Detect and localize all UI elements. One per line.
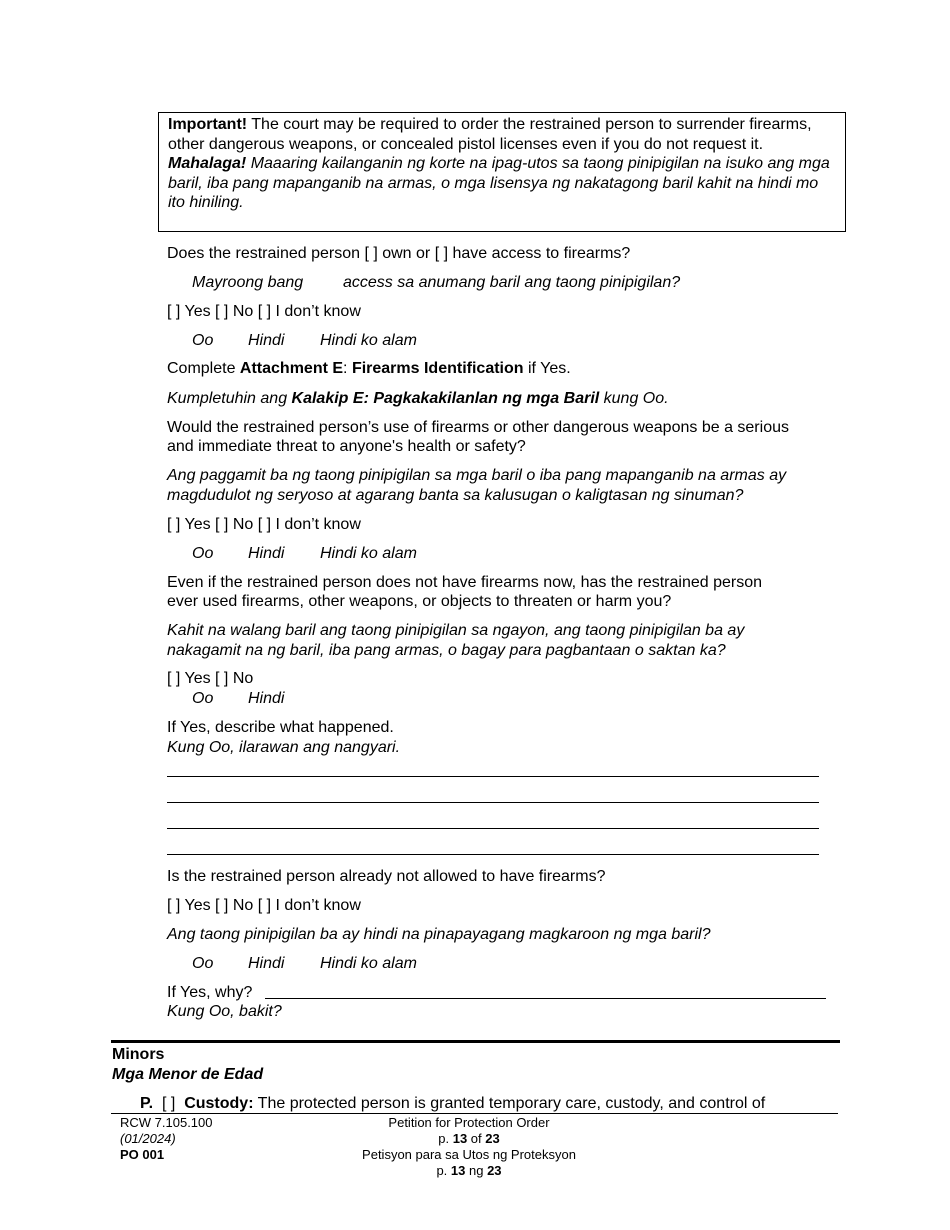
q4-question-tl: Ang taong pinipigilan ba ay hindi na pinapayagang magkaroon ng mga baril? <box>167 926 711 943</box>
why-answer-line[interactable] <box>265 998 826 999</box>
footer-page-tl: p. 13 ng 23 <box>436 1163 502 1178</box>
custody-text: The protected person is granted temporary care, custody, and control of <box>253 1095 766 1112</box>
q4-option-hindi-ko-alam: Hindi ko alam <box>320 955 417 972</box>
q2-question-line2: and immediate threat to anyone's health or safety? <box>167 438 526 455</box>
q1-options[interactable]: [ ] Yes [ ] No [ ] I don’t know <box>167 303 361 320</box>
q1-option-hindi: Hindi <box>248 332 285 349</box>
q3-describe-prompt-tl: Kung Oo, ilarawan ang nangyari. <box>167 739 401 756</box>
important-label: Important! <box>168 116 248 133</box>
footer-title-tl: Petisyon para sa Utos ng Proteksyon <box>362 1147 576 1162</box>
footer-form-number: PO 001 <box>120 1147 165 1162</box>
attachment-instruction: Complete Attachment E: Firearms Identification if Yes. <box>167 360 571 377</box>
q1-question-tl-b: access sa anumang baril ang taong pinipigilan? <box>343 274 681 291</box>
custody-checkbox[interactable]: [ ] <box>161 1095 176 1112</box>
custody-label: Custody: <box>184 1095 254 1112</box>
q2-question-line1: Would the restrained person’s use of firearms or other dangerous weapons be a serious <box>167 419 789 436</box>
q2-option-hindi-ko-alam: Hindi ko alam <box>320 545 417 562</box>
important-notice-en <box>168 115 837 154</box>
q4-question: Is the restrained person already not allowed to have firearms? <box>167 868 606 885</box>
important-text: The court may be required to order the restrained person to surrender firearms, other dangerous weapons, or concealed pistol licenses even if you do not request it. <box>168 116 812 153</box>
q1-question-tl-a: Mayroong bang <box>192 274 304 291</box>
describe-answer-line-4[interactable] <box>167 854 819 855</box>
important-label-tl: Mahalaga! <box>168 155 247 173</box>
minors-heading-tl: Mga Menor de Edad <box>112 1066 264 1083</box>
q3-question-line1: Even if the restrained person does not have firearms now, has the restrained person <box>167 574 763 591</box>
q4-why-prompt: If Yes, why? <box>167 984 253 1001</box>
footer-rcw: RCW 7.105.100 <box>120 1115 213 1130</box>
describe-answer-line-1[interactable] <box>167 776 819 777</box>
q3-question-line2: ever used firearms, other weapons, or objects to threaten or harm you? <box>167 593 672 610</box>
important-notice-box <box>158 112 846 232</box>
q3-question-tl-line1: Kahit na walang baril ang taong pinipigilan sa ngayon, ang taong pinipigilan ba ay <box>167 622 745 639</box>
footer-title-en: Petition for Protection Order <box>388 1115 550 1130</box>
q3-describe-prompt: If Yes, describe what happened. <box>167 719 394 736</box>
q2-option-hindi: Hindi <box>248 545 285 562</box>
q1-question: Does the restrained person [ ] own or [ ] have access to firearms? <box>167 245 631 262</box>
describe-answer-line-2[interactable] <box>167 802 819 803</box>
q4-options[interactable]: [ ] Yes [ ] No [ ] I don’t know <box>167 897 361 914</box>
custody-item <box>140 1094 765 1113</box>
q3-question-tl-line2: nakagamit na ng baril, iba pang armas, o bagay para pagbantaan o saktan ka? <box>167 642 726 659</box>
q4-option-oo: Oo <box>192 955 214 972</box>
q2-option-oo: Oo <box>192 545 214 562</box>
important-notice-tl <box>168 154 837 213</box>
custody-letter: P. <box>140 1095 154 1112</box>
q1-option-oo: Oo <box>192 332 214 349</box>
footer-date: (01/2024) <box>120 1131 176 1146</box>
footer-rule <box>111 1113 838 1114</box>
describe-answer-line-3[interactable] <box>167 828 819 829</box>
footer-page-en: p. 13 of 23 <box>438 1131 500 1146</box>
q4-option-hindi: Hindi <box>248 955 285 972</box>
section-divider <box>111 1040 840 1043</box>
q2-question-tl-line1: Ang paggamit ba ng taong pinipigilan sa mga baril o iba pang mapanganib na armas ay <box>167 467 787 484</box>
q4-why-prompt-tl: Kung Oo, bakit? <box>167 1003 282 1020</box>
minors-heading: Minors <box>112 1046 165 1063</box>
q3-option-hindi: Hindi <box>248 690 285 707</box>
q2-options[interactable]: [ ] Yes [ ] No [ ] I don’t know <box>167 516 361 533</box>
q2-question-tl-line2: magdudulot ng seryoso at agarang banta sa kalusugan o kaligtasan ng sinuman? <box>167 487 744 504</box>
q3-options[interactable]: [ ] Yes [ ] No <box>167 670 254 687</box>
q1-option-hindi-ko-alam: Hindi ko alam <box>320 332 417 349</box>
important-text-tl: Maaaring kailanganin ng korte na ipag-utos sa taong pinipigilan na isuko ang mga baril, iba pang mapanganib na armas, o mga lisensya ng nakatagong baril kahit na hindi mo ito hiniling. <box>168 155 830 212</box>
q3-option-oo: Oo <box>192 690 214 707</box>
attachment-instruction-tl: Kumpletuhin ang Kalakip E: Pagkakakilanlan ng mga Baril kung Oo. <box>167 390 669 407</box>
